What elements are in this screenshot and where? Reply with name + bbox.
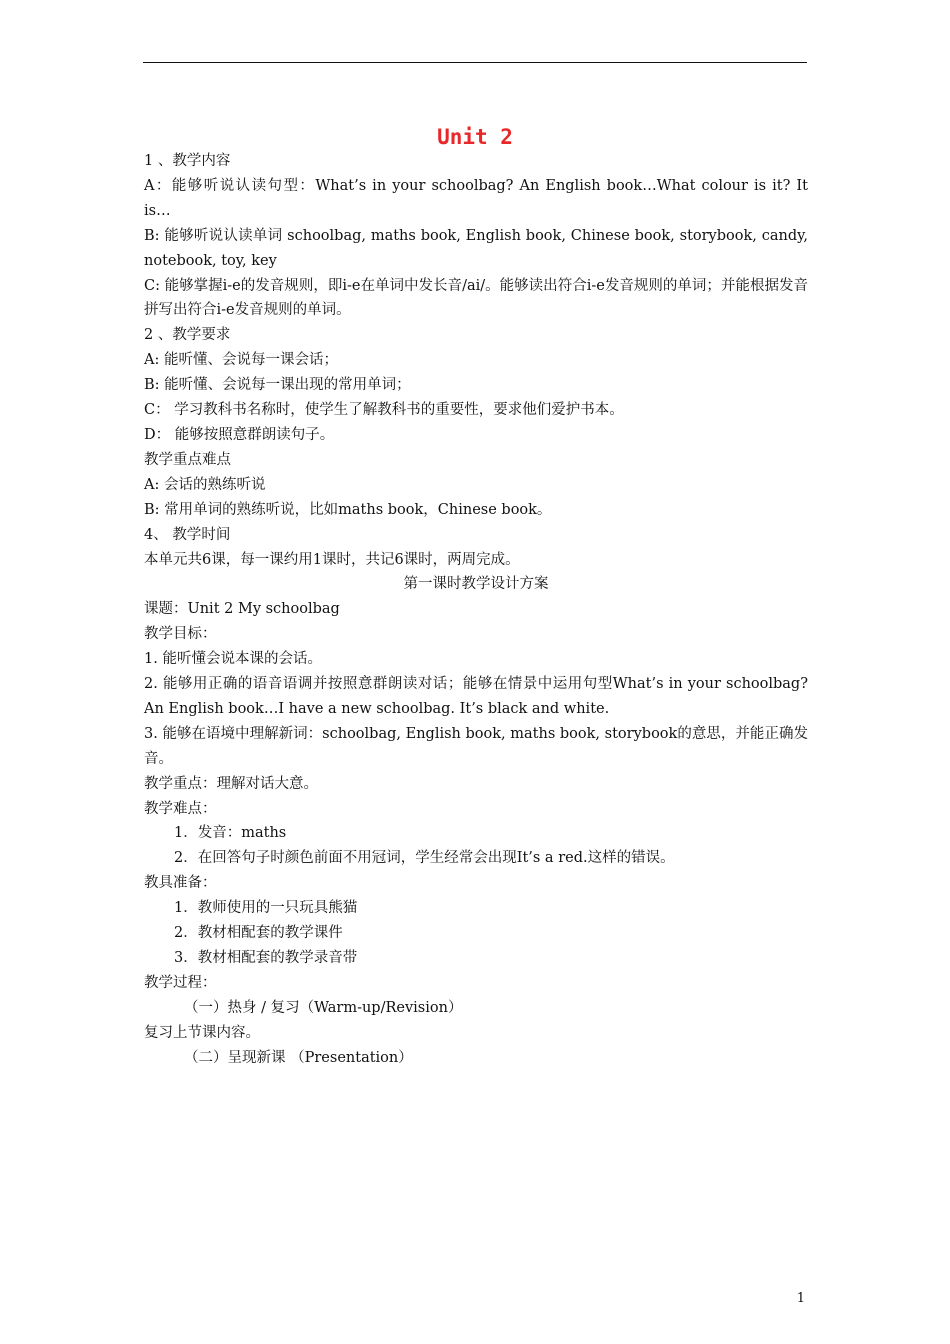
page-title: Unit 2 — [437, 125, 513, 149]
section-heading: 教学难点： — [144, 800, 217, 817]
list-item: 2．教材相配套的教学课件 — [174, 925, 343, 942]
list-item: B: 常用单词的熟练听说，比如maths book，Chinese book。 — [144, 501, 552, 518]
list-item: B: 能听懂、会说每一课出现的常用单词； — [144, 377, 411, 394]
section-heading: 4、 教学时间 — [144, 526, 231, 543]
subsection-title: 第一课时教学设计方案 — [403, 576, 549, 593]
list-item: 2．在回答句子时颜色前面不用冠词，学生经常会出现It’s a red.这样的错误。 — [174, 850, 675, 867]
list-item: （二）呈现新课 （Presentation） — [184, 1049, 413, 1066]
section-heading: 教学重点难点 — [144, 451, 231, 468]
document-body — [144, 149, 808, 1071]
list-item: A: 能听懂、会说每一课会话； — [144, 352, 338, 369]
lesson-topic: 课题：Unit 2 My schoolbag — [144, 601, 340, 618]
section-heading: 2 、教学要求 — [144, 327, 231, 344]
paragraph: 本单元共6课，每一课约用1课时，共记6课时，两周完成。 — [144, 551, 520, 568]
list-item: 3．教材相配套的教学录音带 — [174, 950, 358, 966]
section-heading: 教具准备： — [144, 875, 217, 892]
list-item: 3. 能够在语境中理解新词：schoolbag, English book, maths book, storybook的意思，并能正确发音。 — [144, 725, 808, 767]
list-item: D： 能够按照意群朗读句子。 — [144, 426, 335, 443]
list-item: 1. 能听懂会说本课的会话。 — [144, 651, 322, 668]
section-heading: 教学目标： — [144, 626, 217, 643]
list-item: C： 学习教科书名称时，使学生了解教科书的重要性，要求他们爱护书本。 — [144, 402, 624, 419]
section-heading: 1 、教学内容 — [144, 153, 231, 169]
paragraph: 教学重点：理解对话大意。 — [144, 775, 318, 792]
list-item: A: 会话的熟练听说 — [144, 476, 266, 493]
paragraph: B: 能够听说认读单词 schoolbag, maths book, English book, Chinese book, storybook, candy, notebook, toy, key — [144, 227, 808, 269]
paragraph: 复习上节课内容。 — [144, 1024, 260, 1041]
list-item: 1．教师使用的一只玩具熊猫 — [174, 900, 358, 917]
list-item: 1．发音：maths — [174, 825, 287, 842]
page-number: 1 — [796, 1291, 805, 1306]
list-item: 2. 能够用正确的语音语调并按照意群朗读对话；能够在情景中运用句型What’s in your schoolbag? An English book…I have a new schoolbag. It’s black and white. — [144, 676, 808, 717]
header-rule — [143, 62, 807, 63]
section-heading: 教学过程： — [144, 974, 217, 991]
paragraph: C: 能够掌握i-e的发音规则，即i-e在单词中发长音/ai/。能够读出符合i-e发音规则的单词；并能根据发音拼写出符合i-e发音规则的单词。 — [144, 277, 808, 319]
list-item: （一）热身 / 复习（Warm-up/Revision） — [184, 999, 463, 1016]
paragraph: A：能够听说认读句型：What’s in your schoolbag? An English book…What colour is it? It is… — [144, 177, 808, 219]
